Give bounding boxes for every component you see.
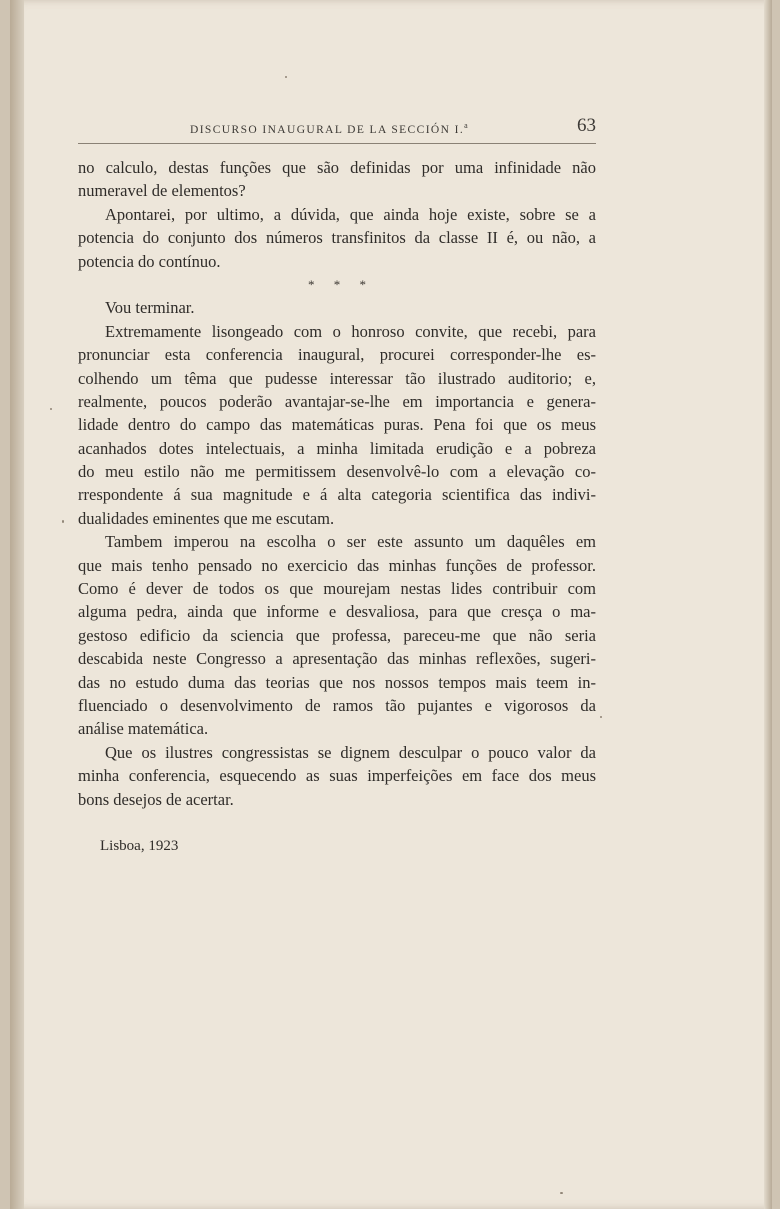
book-page — [10, 0, 772, 1209]
text-line: do meu estilo não me permitissem desenvolvê-lo com a elevação co- — [78, 462, 596, 482]
paper-speck — [50, 408, 52, 410]
text-line: pronunciar esta conferencia inaugural, procurei corresponder-lhe es- — [78, 345, 596, 365]
text-line: análise matemática. — [78, 719, 209, 739]
page-right-edge — [764, 0, 772, 1209]
place-and-date: Lisboa, 1923 — [100, 838, 179, 854]
text-line: acanhados dotes intelectuais, a minha limitada erudição e a pobreza — [78, 438, 596, 458]
text-line: que mais tenho pensado no exercicio das minhas funções de professor. — [78, 555, 596, 575]
text-line: Extremamente lisongeado com o honroso convite, que recebi, para — [105, 321, 596, 341]
text-line: gestoso edificio da sciencia que professa, pareceu-me que não seria — [78, 625, 596, 645]
running-head-superscript: a — [464, 121, 468, 130]
running-head — [190, 121, 468, 136]
text-line: no calculo, destas funções que são definidas por uma infinidade não — [78, 158, 596, 177]
text-line: bons desejos de acertar. — [78, 789, 234, 809]
text-line: colhendo um têma que pudesse interessar tão ilustrado auditorio; e, — [78, 368, 596, 388]
text-line: numeravel de elementos? — [78, 181, 246, 201]
section-break-asterisks: * * * — [308, 276, 374, 292]
paper-speck — [600, 716, 602, 718]
text-line: realmente, poucos poderão avantajar-se-lhe em importancia e genera- — [78, 391, 596, 411]
text-line: potencia do contínuo. — [78, 251, 221, 271]
text-line: das no estudo duma das teorias que nos nossos tempos mais teem in- — [78, 672, 596, 692]
text-line: Que os ilustres congressistas se dignem desculpar o pouco valor da — [105, 742, 596, 762]
running-head-text: DISCURSO INAUGURAL DE LA SECCIÓN I. — [190, 124, 465, 136]
page-header — [78, 113, 596, 144]
page-number: 63 — [577, 115, 596, 136]
text-line: dualidades eminentes que me escutam. — [78, 508, 335, 528]
text-line: minha conferencia, esquecendo as suas imperfeições em face dos meus — [78, 766, 596, 786]
text-line: Como é dever de todos os que mourejam nestas lides contribuir com — [78, 579, 596, 599]
text-line: lidade dentro do campo das matemáticas puras. Pena foi que os meus — [78, 415, 596, 435]
text-line: Apontarei, por ultimo, a dúvida, que ainda hoje existe, sobre se a — [105, 204, 596, 224]
text-line: rrespondente á sua magnitude e á alta categoria scientifica das indivi- — [78, 485, 596, 505]
text-line: fluenciado o desenvolvimento de ramos tão pujantes e vigorosos da — [78, 695, 596, 715]
text-line: Tambem imperou na escolha o ser este assunto um daquêles em — [105, 532, 596, 552]
text-line: potencia do conjunto dos números transfinitos da classe II é, ou não, a — [78, 228, 596, 248]
paper-speck — [560, 1192, 563, 1194]
paper-speck — [62, 520, 64, 523]
paper-speck — [285, 76, 287, 78]
text-line: alguma pedra, ainda que informe e desvaliosa, para que cresça o ma- — [78, 602, 596, 622]
text-line: descabida neste Congresso a apresentação das minhas reflexões, sugeri- — [78, 649, 596, 669]
text-line: Vou terminar. — [105, 298, 195, 318]
page-spine-shadow — [10, 0, 24, 1209]
body-text — [78, 156, 596, 811]
